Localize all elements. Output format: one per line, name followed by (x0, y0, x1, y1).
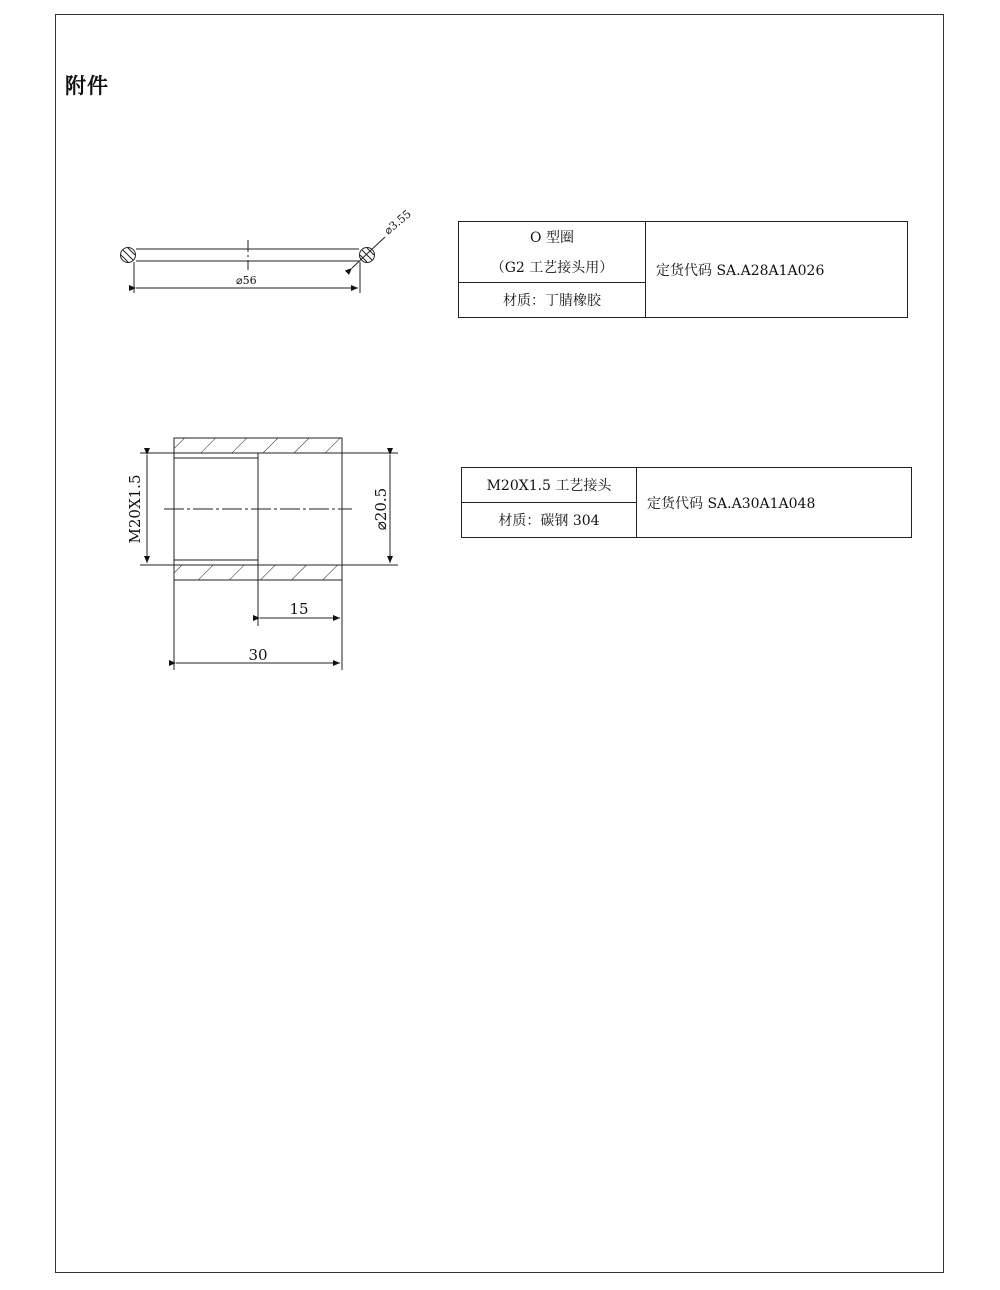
oring-leader (352, 237, 385, 268)
fitting-dim-thread: M20X1.5 (126, 474, 144, 544)
fitting-name: M20X1.5 工艺接头 (462, 468, 637, 503)
fitting-wall-top (174, 438, 342, 453)
oring-spec-table (458, 221, 908, 318)
fitting-spec-table (461, 467, 912, 538)
page-title: 附件 (65, 74, 109, 98)
oring-material: 材质：丁腈橡胶 (459, 283, 646, 318)
fitting-dim-depth: 15 (289, 600, 309, 618)
fitting-dim-outer: ⌀20.5 (372, 487, 390, 531)
oring-name-line2: （G2 工艺接头用） (459, 252, 646, 283)
oring-name-line1: O 型圈 (459, 222, 646, 253)
oring-dim-section: ⌀3.55 (381, 207, 414, 238)
oring-order-code: 定货代码 SA.A28A1A026 (646, 222, 908, 318)
fitting-dim-length: 30 (248, 646, 268, 664)
oring-section-left (121, 248, 136, 263)
oring-section-right (360, 248, 375, 263)
fitting-order-code: 定货代码 SA.A30A1A048 (637, 468, 912, 538)
fitting-material: 材质：碳钢 304 (462, 503, 637, 538)
fitting-drawing (140, 438, 398, 670)
oring-dim-diameter: ⌀56 (236, 274, 257, 287)
